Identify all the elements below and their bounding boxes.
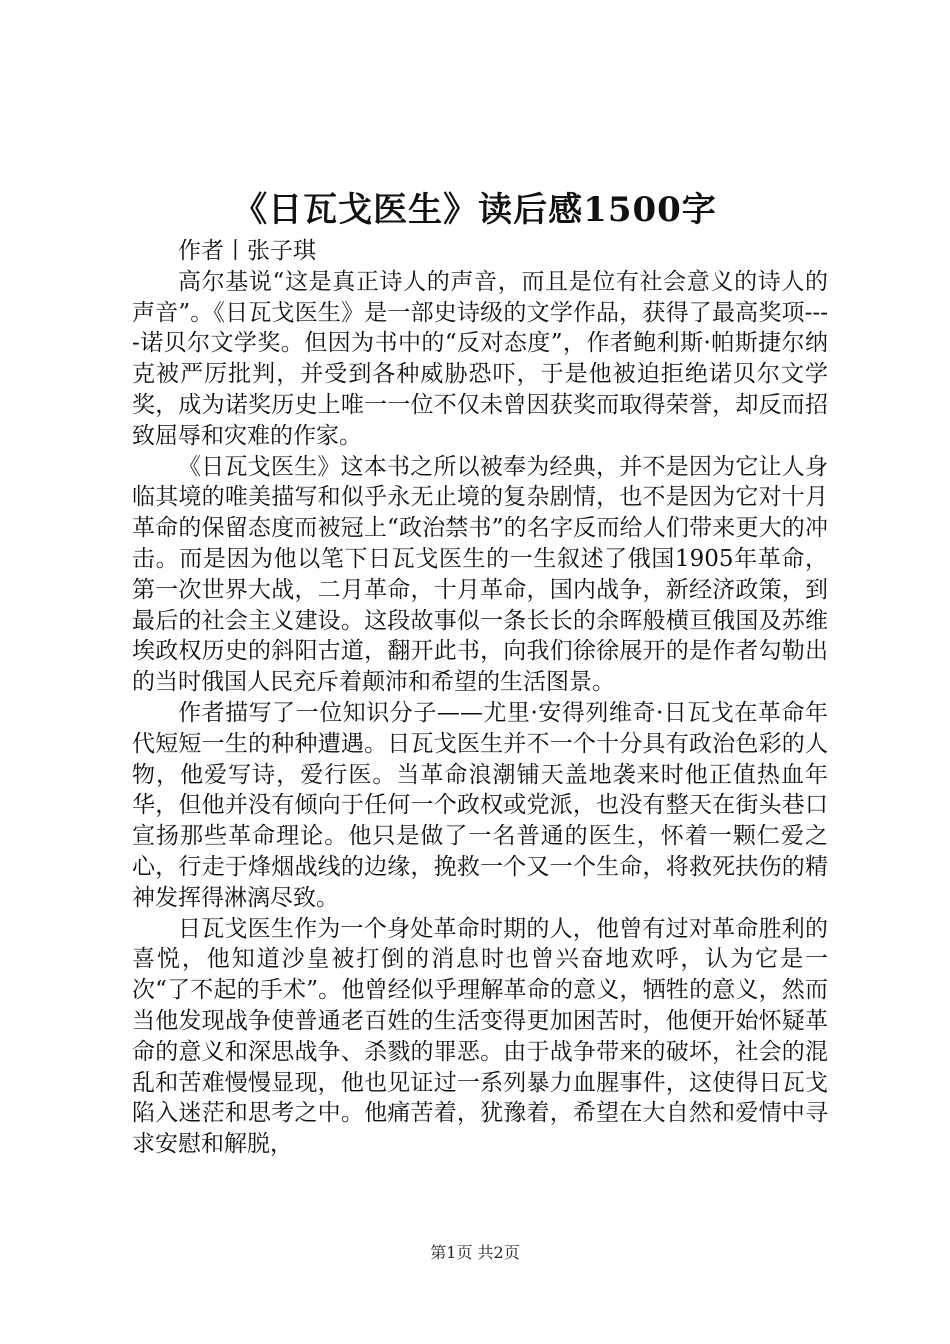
author-line: 作者丨张子琪 — [178, 238, 316, 264]
document-title: 《日瓦戈医生》读后感1500字 — [233, 190, 717, 230]
document-body — [132, 236, 828, 1160]
page-number-footer: 第1页 共2页 — [430, 1243, 520, 1262]
paragraph-4: 日瓦戈医生作为一个身处革命时期的人，他曾有过对革命胜利的喜悦，他知道沙皇被打倒的消息时也曾兴奋地欢呼，认为它是一次“了不起的手术”。他曾经似乎理解革命的意义，牺牲的意义，然而当他发现战争使普通老百姓的生活变得更加困苦时，他便开始怀疑革命的意义和深思战争、杀戮的罪恶。由于战争带来的破坏，社会的混乱和苦难慢慢显现，他也见证过一系列暴力血腥事件，这使得日瓦戈陷入迷茫和思考之中。他痛苦着，犹豫着，希望在大自然和爱情中寻求安慰和解脱， — [132, 915, 828, 1158]
paragraph-1: 高尔基说“这是真正诗人的声音，而且是位有社会意义的诗人的声音”。《日瓦戈医生》是一部史诗级的文学作品，获得了最高奖项----诺贝尔文学奖。但因为书中的“反对态度”，作者鲍利斯·帕斯捷尔纳克被严厉批判，并受到各种威胁恐吓，于是他被迫拒绝诺贝尔文学奖，成为诺奖历史上唯一一位不仅未曾因获奖而取得荣誉，却反而招致屈辱和灾难的作家。 — [132, 268, 828, 449]
paragraph-3: 作者描写了一位知识分子——尤里·安得列维奇·日瓦戈在革命年代短短一生的种种遭遇。日瓦戈医生并不一个十分具有政治色彩的人物，他爱写诗，爱行医。当革命浪潮铺天盖地袭来时他正值热血年华，但他并没有倾向于任何一个政权或党派，也没有整天在街头巷口宣扬那些革命理论。他只是做了一名普通的医生，怀着一颗仁爱之心，行走于烽烟战线的边缘，挽救一个又一个生命，将救死扶伤的精神发挥得淋漓尽致。 — [132, 699, 828, 911]
paragraph-2: 《日瓦戈医生》这本书之所以被奉为经典，并不是因为它让人身临其境的唯美描写和似乎永无止境的复杂剧情，也不是因为它对十月革命的保留态度而被冠上“政治禁书”的名字反而给人们带来更大的冲击。而是因为他以笔下日瓦戈医生的一生叙述了俄国1905年革命，第一次世界大战，二月革命，十月革命，国内战争，新经济政策，到最后的社会主义建设。这段故事似一条长长的余晖般横亘俄国及苏维埃政权历史的斜阳古道，翻开此书，向我们徐徐展开的是作者勾勒出的当时俄国人民充斥着颠沛和希望的生活图景。 — [132, 453, 828, 696]
